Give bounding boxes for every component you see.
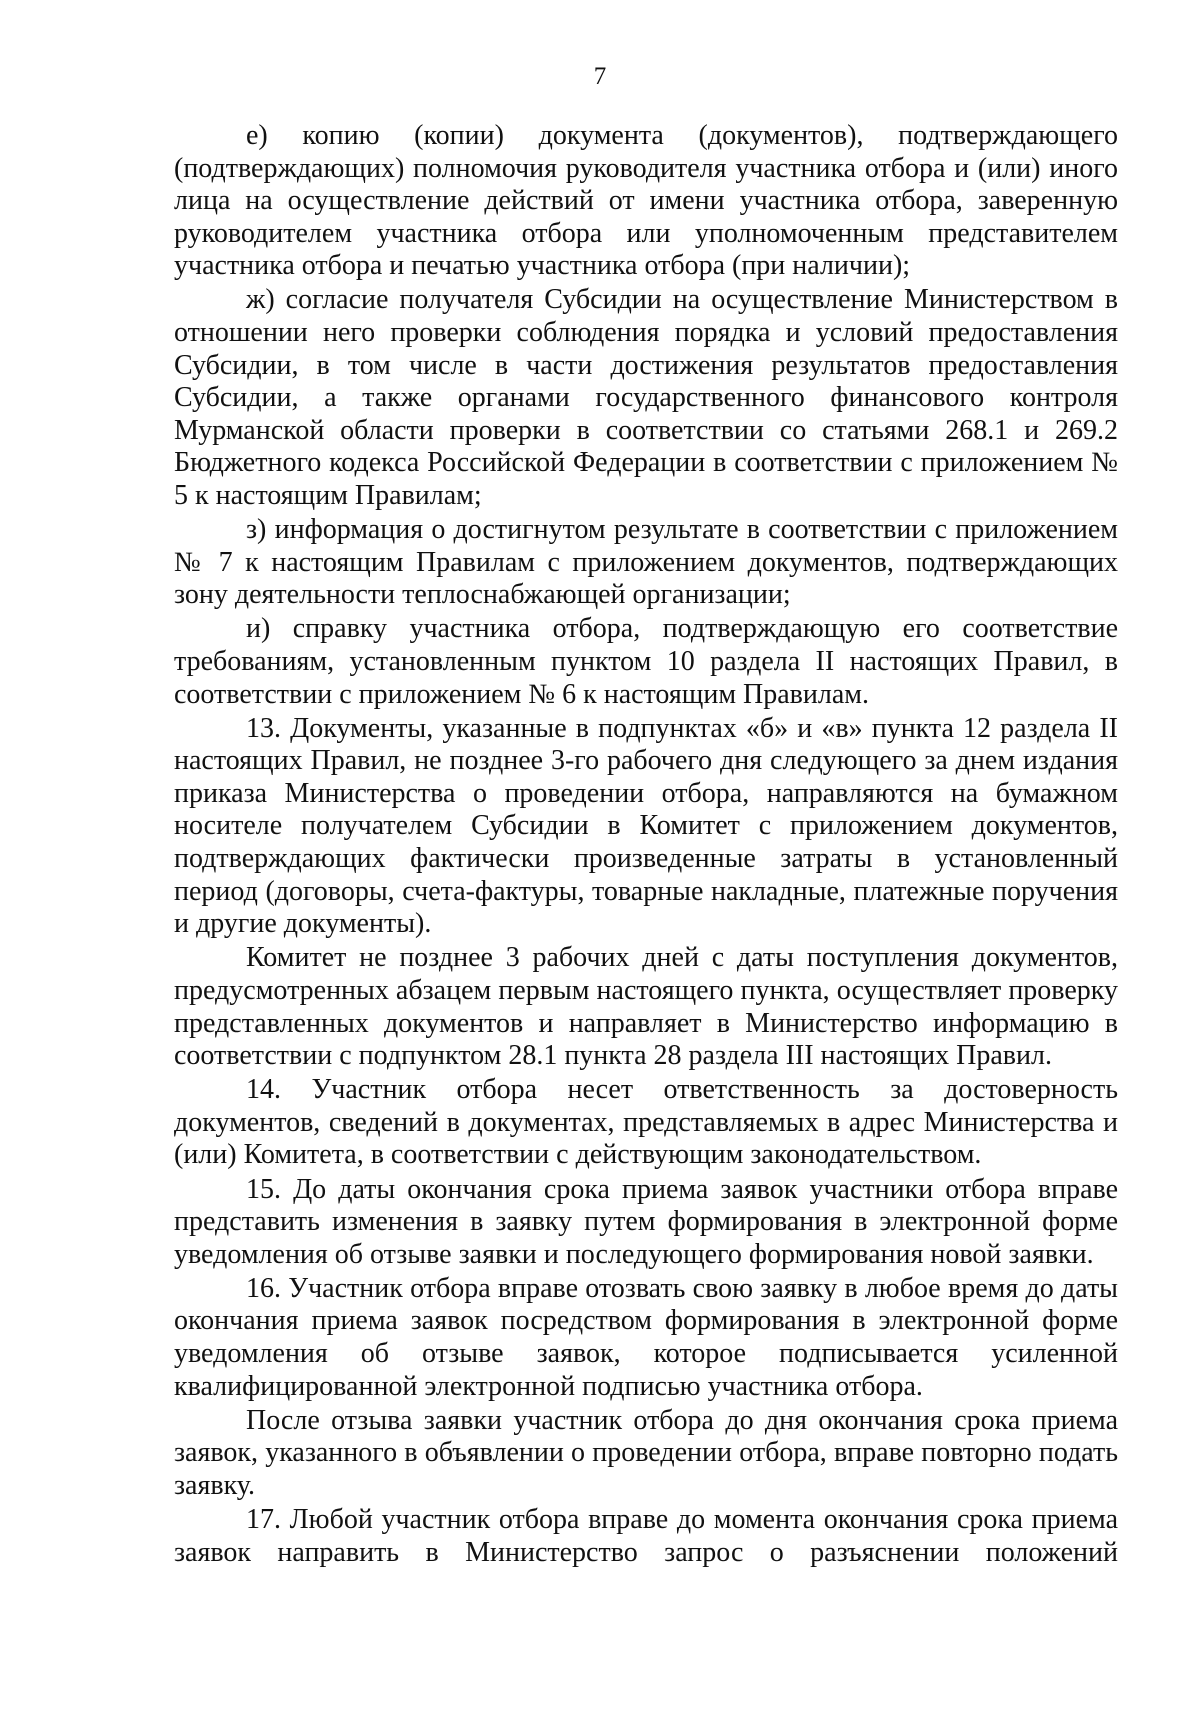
paragraph-14: 14. Участник отбора несет ответственность за достоверность документов, сведений в документах, представляемых в адрес Министерства и (или) Комитета, в соответствии с действующим законодательством.	[174, 1074, 1118, 1171]
paragraph-zh: ж) согласие получателя Субсидии на осуществление Министерством в отношении него проверки соблюдения порядка и условий предоставления Субсидии, в том числе в части достижения результатов предоставления Субсидии, а также органами государственного финансового контроля Мурманской области проверки в соответствии со статьями 268.1 и 269.2 Бюджетного кодекса Российской Федерации в соответствии с приложением № 5 к настоящим Правилам;	[174, 284, 1118, 512]
paragraph-13-committee: Комитет не позднее 3 рабочих дней с даты поступления документов, предусмотренных абзацем первым настоящего пункта, осуществляет проверку представленных документов и направляет в Министерство информацию в соответствии с подпунктом 28.1 пункта 28 раздела III настоящих Правил.	[174, 942, 1118, 1072]
paragraph-15: 15. До даты окончания срока приема заявок участники отбора вправе представить изменения в заявку путем формирования в электронной форме уведомления об отзыве заявки и последующего формирования новой заявки.	[174, 1173, 1118, 1270]
document-body	[174, 120, 1118, 1571]
paragraph-13: 13. Документы, указанные в подпунктах «б» и «в» пункта 12 раздела II настоящих Правил, не позднее 3-го рабочего дня следующего за днем издания приказа Министерства о проведении отбора, направляются на бумажном носителе получателем Субсидии в Комитет с приложением документов, подтверждающих фактически произведенные затраты в установленный период (договоры, счета-фактуры, товарные накладные, платежные поручения и другие документы).	[174, 712, 1118, 940]
paragraph-e: е) копию (копии) документа (документов), подтверждающего (подтверждающих) полномочия руководителя участника отбора и (или) иного лица на осуществление действий от имени участника отбора, заверенную руководителем участника отбора или уполномоченным представителем участника отбора и печатью участника отбора (при наличии);	[174, 120, 1118, 282]
paragraph-17: 17. Любой участник отбора вправе до момента окончания срока приема заявок направить в Министерство запрос о разъяснении положений	[174, 1503, 1118, 1568]
paragraph-16: 16. Участник отбора вправе отозвать свою заявку в любое время до даты окончания приема заявок посредством формирования в электронной форме уведомления об отзыве заявок, которое подписывается усиленной квалифицированной электронной подписью участника отбора.	[174, 1272, 1118, 1402]
page-number: 7	[593, 63, 607, 90]
paragraph-16-withdrawal: После отзыва заявки участник отбора до дня окончания срока приема заявок, указанного в объявлении о проведении отбора, вправе повторно подать заявку.	[174, 1404, 1118, 1501]
paragraph-i: и) справку участника отбора, подтверждающую его соответствие требованиям, установленным пунктом 10 раздела II настоящих Правил, в соответствии с приложением № 6 к настоящим Правилам.	[174, 613, 1118, 710]
paragraph-z: з) информация о достигнутом результате в соответствии с приложением № 7 к настоящим Правилам с приложением документов, подтверждающих зону деятельности теплоснабжающей организации;	[174, 514, 1118, 611]
